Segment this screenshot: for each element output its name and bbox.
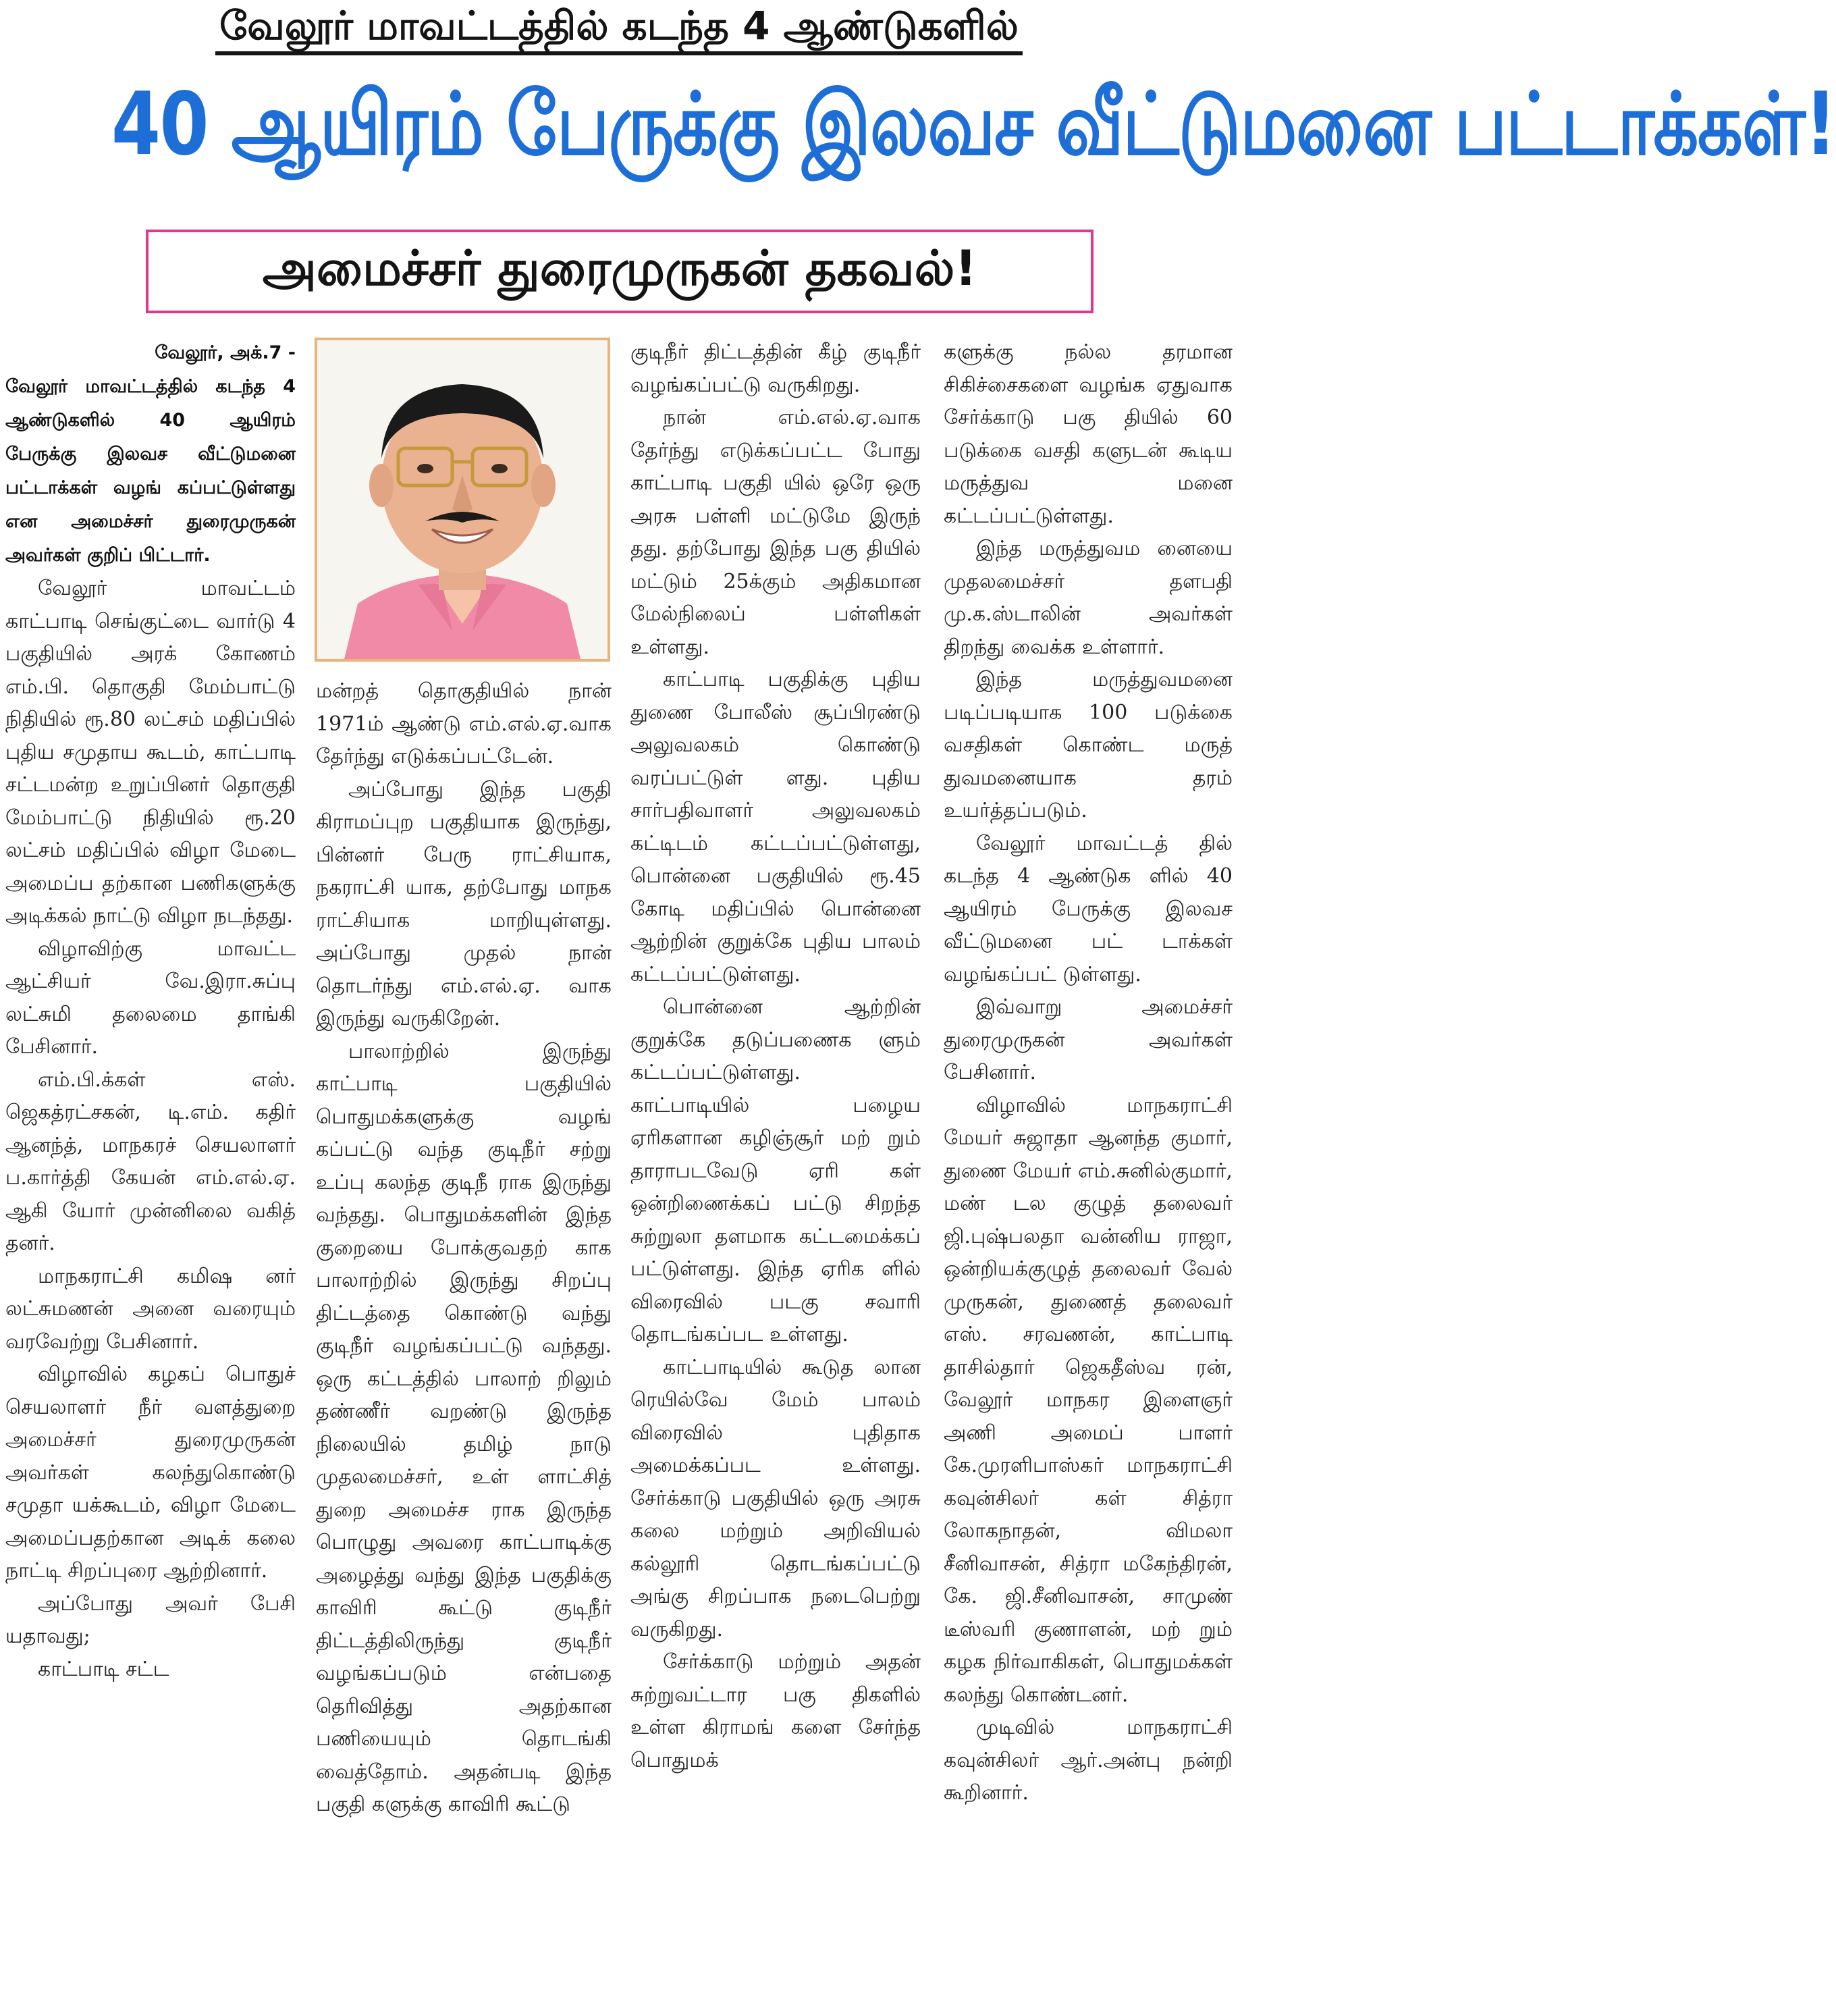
subhead: அமைச்சர் துரைமுருகன் தகவல்! [262,240,977,296]
paragraph: மன்றத் தொகுதியில் நான் 1971ம் ஆண்டு எம்.எல்.ஏ.வாக தேர்ந்து எடுக்கப்பட்டேன். [316,679,612,768]
paragraph: காட்பாடி சட்ட [38,1657,169,1681]
lead-text: வேலூர் மாவட்டத்தில் கடந்த 4 ஆண்டுகளில் 40 ஆயிரம் பேருக்கு இலவச வீட்டுமனை பட்டாக்கள் வழங் கப்பட்டுள்ளது என அமைச்சர் துரைமுருகன் அவர்கள் குறிப் பிட்டார். [5,376,296,566]
paragraph: விழாவிற்கு மாவட்ட ஆட்சியர் வே.இரா.சுப்பு லட்சுமி தலைமை தாங்கி பேசினார். [5,936,296,1059]
paragraph: இந்த மருத்துவமனை படிப்படியாக 100 படுக்கை வசதிகள் கொண்ட மருத் துவமனையாக தரம் உயர்த்தப்படும். [944,668,1233,822]
paragraph: நான் எம்.எல்.ஏ.வாக தேர்ந்து எடுக்கப்பட்ட போது காட்பாடி பகுதி யில் ஒரே ஒரு அரசு பள்ளி மட்டுமே இருந் தது. தற்போது இந்த பகு தியில் மட்டும் 25க்கும் அதிகமான மேல்நிலைப் பள்ளிகள் உள்ளது. [630,406,921,659]
paragraph: காட்பாடியில் கூடுத லான ரெயில்வே மேம் பாலம் விரைவில் புதிதாக அமைக்கப்பட உள்ளது. சேர்க்காடு பகுதியில் ஒரு அரசு கலை மற்றும் அறிவியல் கல்லூரி தொடங்கப்பட்டு அங்கு சிறப்பாக நடைபெற்று வருகிறது. [630,1355,921,1641]
paragraph: அப்போது இந்த பகுதி கிராமப்புற பகுதியாக இருந்து, பின்னர் பேரு ராட்சியாக, நகராட்சி யாக, தற்போது மாநக ராட்சியாக மாறியுள்ளது. அப்போது முதல் நான் தொடர்ந்து எம்.எல்.ஏ. வாக இருந்து வருகிறேன். [316,777,612,1030]
paragraph: வேலூர் மாவட்டம் காட்பாடி செங்குட்டை வார்டு 4 பகுதியில் அரக் கோணம் எம்.பி. தொகுதி மேம்பாட்டு நிதியில் ரூ.80 லட்சம் மதிப்பில் புதிய சமுதாய கூடம், காட்பாடி சட்டமன்ற உறுப்பினர் தொகுதி மேம்பாட்டு நிதியில் ரூ.20 லட்சம் மதிப்பில் விழா மேடை அமைப்ப தற்கான பணிகளுக்கு அடிக்கல் நாட்டு விழா நடந்தது. [5,577,296,928]
paragraph: மாநகராட்சி கமிஷ னர் லட்சுமணன் அனை வரையும் வரவேற்று பேசினார். [5,1264,296,1354]
paragraph: சேர்க்காடு மற்றும் அதன் சுற்றுவட்டார பகு திகளில் உள்ள கிராமங் களை சேர்ந்த பொதுமக் [630,1650,921,1772]
dateline: வேலூர், அக்.7 - [155,342,296,363]
paragraph: காட்பாடி பகுதிக்கு புதிய துணை போலீஸ் சூப்பிரண்டு அலுவலகம் கொண்டு வரப்பட்டுள் ளது. புதிய சார்பதிவாளர் அலுவலகம் கட்டிடம் கட்டப்பட்டுள்ளது, பொன்னை பகுதியில் ரூ.45 கோடி மதிப்பில் பொன்னை ஆற்றின் குறுக்கே புதிய பாலம் கட்டப்பட்டுள்ளது. [630,668,921,986]
paragraph: இந்த மருத்துவம னையை முதலமைச்சர் தளபதி மு.க.ஸ்டாலின் அவர்கள் திறந்து வைக்க உள்ளார். [944,537,1233,659]
minister-photo [315,338,610,662]
paragraph: விழாவில் கழகப் பொதுச் செயலாளர் நீர் வளத்துறை அமைச்சர் துரைமுருகன் அவர்கள் கலந்துகொண்டு சமுதா யக்கூடம், விழா மேடை அமைப்பதற்கான அடிக் கலை நாட்டி சிறப்புரை ஆற்றினார். [5,1362,296,1583]
article-column-2 [316,675,612,1822]
lead-paragraph [5,336,296,573]
paragraph: முடிவில் மாநகராட்சி கவுன்சிலர் ஆர்.அன்பு நன்றி கூறினார். [944,1716,1233,1805]
main-headline: 40 ஆயிரம் பேருக்கு இலவச வீட்டுமனை பட்டாக்கள்! [111,74,1836,175]
article-column-4 [944,336,1233,1810]
article-column-3 [630,336,921,1777]
paragraph: பாலாற்றில் இருந்து காட்பாடி பகுதியில் பொதுமக்களுக்கு வழங் கப்பட்டு வந்த குடிநீர் சற்று உப்பு கலந்த குடிநீ ராக இருந்து வந்தது. பொதுமக்களின் இந்த குறையை போக்குவதற் காக பாலாற்றில் இருந்து சிறப்பு திட்டத்தை கொண்டு வந்து குடிநீர் வழங்கப்பட்டு வந்தது. ஒரு கட்டத்தில் பாலாற் றிலும் தண்ணீர் வறண்டு இருந்த நிலையில் தமிழ் நாடு முதலமைச்சர், உள் ளாட்சித் துறை அமைச்ச ராக இருந்த பொழுது அவரை காட்பாடிக்கு அழைத்து வந்து இந்த பகுதிக்கு காவிரி கூட்டு குடிநீர் திட்டத்திலிருந்து குடிநீர் வழங்கப்படும் என்பதை தெரிவித்து அதற்கான பணியையும் தொடங்கி வைத்தோம். அதன்படி இந்த பகுதி களுக்கு காவிரி கூட்டு [316,1039,612,1816]
paragraph: களுக்கு நல்ல தரமான சிகிச்சைகளை வழங்க ஏதுவாக சேர்க்காடு பகு தியில் 60 படுக்கை வசதி களுடன் கூடிய மருத்துவ மனை கட்டப்பட்டுள்ளது. [944,340,1233,528]
paragraph: வேலூர் மாவட்டத் தில் கடந்த 4 ஆண்டுக ளில் 40 ஆயிரம் பேருக்கு இலவச வீட்டுமனை பட் டாக்கள் வழங்கப்பட் டுள்ளது. [944,831,1233,986]
kicker-text: வேலூர் மாவட்டத்தில் கடந்த 4 ஆண்டுகளில் [215,3,1023,55]
paragraph: எம்.பி.க்கள் எஸ். ஜெகத்ரட்சகன், டி.எம். கதிர் ஆனந்த், மாநகரச் செயலாளர் ப.கார்த்தி கேயன் எம்.எல்.ஏ. ஆகி யோர் முன்னிலை வகித் தனர். [5,1067,296,1255]
paragraph: குடிநீர் திட்டத்தின் கீழ் குடிநீர் வழங்கப்பட்டு வருகிறது. [630,340,921,397]
paragraph: பொன்னை ஆற்றின் குறுக்கே தடுப்பணைக ளும் கட்டப்பட்டுள்ளது. காட்பாடியில் பழைய ஏரிகளான கழிஞ்சூர் மற் றும் தாராபடவேடு ஏரி கள் ஒன்றிணைக்கப் பட்டு சிறந்த சுற்றுலா தளமாக கட்டமைக்கப் பட்டுள்ளது. இந்த ஏரிக ளில் விரைவில் படகு சவாரி தொடங்கப்பட உள்ளது. [630,995,921,1346]
portrait-illustration [317,340,608,659]
paragraph: இவ்வாறு அமைச்சர் துரைமுருகன் அவர்கள் பேசினார். [944,995,1233,1084]
paragraph: அப்போது அவர் பேசி யதாவது; [5,1591,296,1648]
kicker-headline [0,3,1238,54]
subhead-box [146,230,1094,313]
paragraph: விழாவில் மாநகராட்சி மேயர் சுஜாதா ஆனந்த குமார், துணை மேயர் எம்.சுனில்குமார், மண் டல குழுத் தலைவர் ஜி.புஷ்பலதா வன்னிய ராஜா, ஒன்றியக்குழுத் தலைவர் வேல் முருகன், துணைத் தலைவர் எஸ். சரவணன், காட்பாடி தாசில்தார் ஜெகதீஸ்வ ரன், வேலூர் மாநகர இளைஞர் அணி அமைப் பாளர் கே.முரளிபாஸ்கர் மாநகராட்சி கவுன்சிலர் கள் சித்ரா லோகநாதன், விமலா சீனிவாசன், சித்ரா மகேந்திரன், கே. ஜி.சீனிவாசன், சாமுண் டீஸ்வரி குணாளன், மற் றும் கழக நிர்வாகிகள், பொதுமக்கள் கலந்து கொண்டனர். [944,1093,1233,1707]
article-column-1 [5,336,296,1686]
